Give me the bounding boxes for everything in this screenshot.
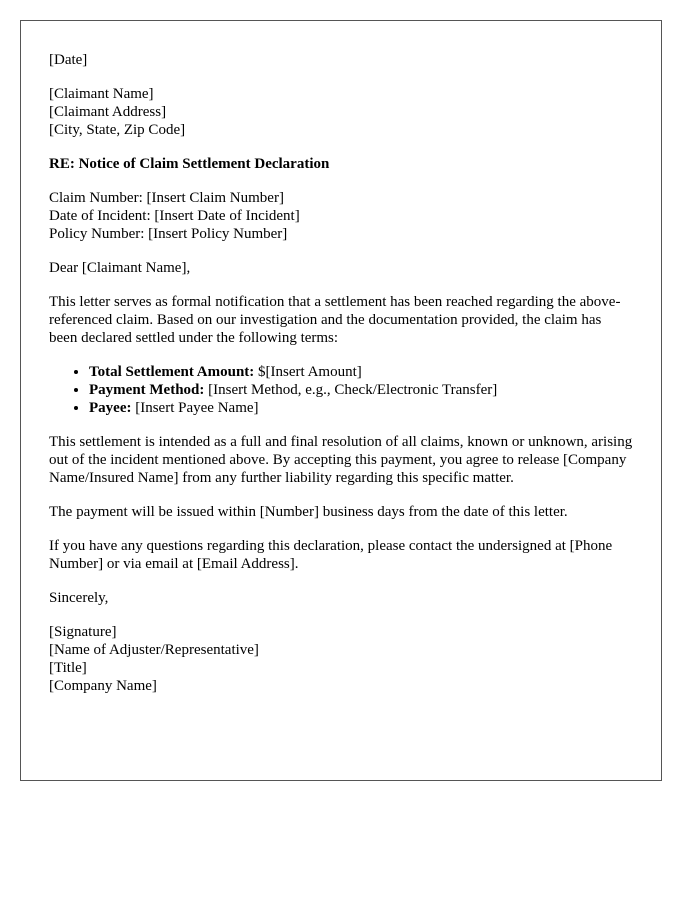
claimant-address: [Claimant Address] xyxy=(49,104,167,120)
signer-title: [Title] xyxy=(49,660,87,676)
closing: Sincerely, xyxy=(49,590,109,606)
subject-text: RE: Notice of Claim Settlement Declaration xyxy=(49,156,330,172)
signer-company: [Company Name] xyxy=(49,678,157,694)
date-of-incident: Date of Incident: [Insert Date of Incident] xyxy=(49,208,300,224)
settlement-terms-list xyxy=(49,363,633,417)
recipient-address-block xyxy=(49,85,633,139)
claimant-city-state-zip: [City, State, Zip Code] xyxy=(49,122,186,138)
signer-name: [Name of Adjuster/Representative] xyxy=(49,642,259,658)
letter-page xyxy=(20,20,662,781)
claim-number: Claim Number: [Insert Claim Number] xyxy=(49,190,284,206)
term-label: Payee: xyxy=(89,400,132,416)
term-payee xyxy=(89,399,633,417)
term-value: $[Insert Amount] xyxy=(254,364,362,380)
payment-paragraph: The payment will be issued within [Number] business days from the date of this letter. xyxy=(49,504,568,520)
term-total-amount xyxy=(89,363,633,381)
date-text: [Date] xyxy=(49,52,88,68)
term-payment-method xyxy=(89,381,633,399)
salutation: Dear [Claimant Name], xyxy=(49,260,191,276)
release-paragraph: This settlement is intended as a full and final resolution of all claims, known or unknown, arising out of the incident mentioned above. By accepting this payment, you agree to release [Company Name/Insured Name] from any further liability regarding this specific matter. xyxy=(49,434,633,486)
policy-number: Policy Number: [Insert Policy Number] xyxy=(49,226,288,242)
term-value: [Insert Payee Name] xyxy=(131,400,259,416)
signature-block xyxy=(49,623,633,695)
term-label: Payment Method: xyxy=(89,382,205,398)
term-label: Total Settlement Amount: xyxy=(89,364,255,380)
reference-block xyxy=(49,189,633,243)
subject-line xyxy=(49,155,633,173)
intro-paragraph: This letter serves as formal notification that a settlement has been reached regarding the above-referenced claim. Based on our investigation and the documentation provided, the claim has been declared settled under the following terms: xyxy=(49,294,621,346)
letter-date xyxy=(49,51,633,69)
signature-placeholder: [Signature] xyxy=(49,624,117,640)
term-value: [Insert Method, e.g., Check/Electronic Transfer] xyxy=(204,382,498,398)
claimant-name: [Claimant Name] xyxy=(49,86,154,102)
contact-paragraph: If you have any questions regarding this declaration, please contact the undersigned at [Phone Number] or via email at [Email Address]. xyxy=(49,538,613,572)
